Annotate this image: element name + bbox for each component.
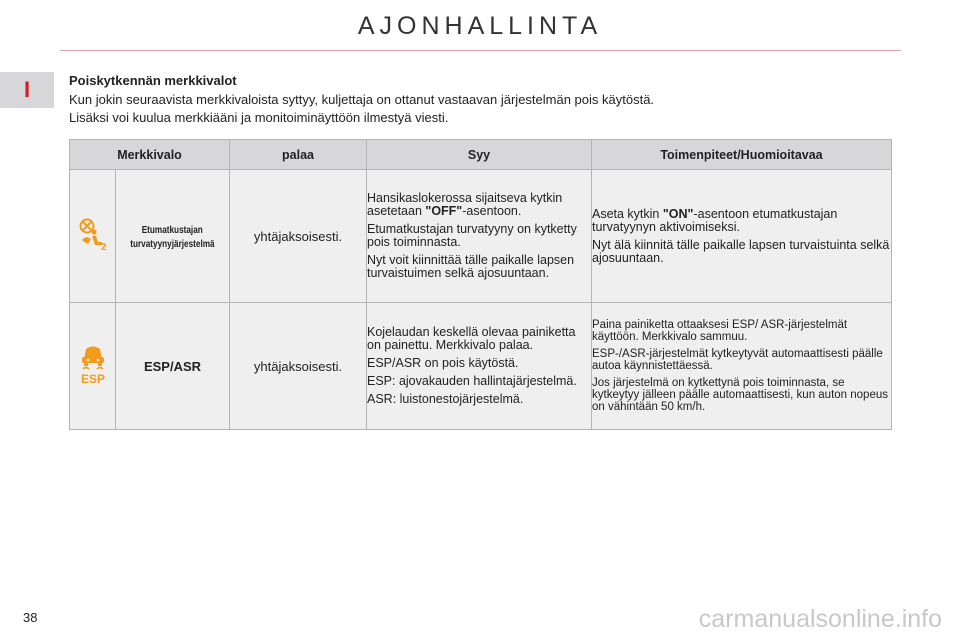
header-palaa: palaa <box>230 140 367 170</box>
page-number: 38 <box>23 610 38 625</box>
action-text: Aseta kytkin <box>592 206 663 221</box>
cause-paragraph: ESP/ASR on pois käytöstä. <box>367 356 519 370</box>
cause-paragraph: ASR: luistonestojärjestelmä. <box>367 392 524 406</box>
title-divider <box>60 50 901 51</box>
intro-line-2: Lisäksi voi kuulua merkkiääni ja monitoiminäyttöön ilmestyä viesti. <box>69 110 449 125</box>
action-paragraph: Nyt älä kiinnitä tälle paikalle lapsen turvaistuinta selkä ajosuuntaan. <box>592 237 890 265</box>
cause-paragraph: ESP: ajovakauden hallintajärjestelmä. <box>367 374 577 388</box>
table-row <box>70 170 892 303</box>
page-title: AJONHALLINTA <box>357 12 603 40</box>
name-line-1: Etumatkustajan <box>141 225 204 236</box>
header-merkkivalo: Merkkivalo <box>70 140 230 170</box>
cause-paragraph: Kojelaudan keskellä olevaa painiketta on painettu. Merkkivalo palaa. <box>367 325 576 352</box>
action-cell <box>592 303 892 430</box>
svg-text:2: 2 <box>100 241 107 252</box>
cause-cell <box>367 170 592 303</box>
state-cell: yhtäjaksoisesti. <box>230 303 367 430</box>
cause-paragraph <box>367 192 591 218</box>
icon-cell <box>70 303 116 430</box>
esp-off-icon <box>78 345 108 385</box>
warning-light-name <box>116 170 230 303</box>
cause-paragraph: Etumatkustajan turvatyyny on kytketty pois toiminnasta. <box>367 222 577 249</box>
cause-text: Hansikaslokerossa sijaitseva kytkin asetetaan <box>367 191 563 218</box>
chapter-tab <box>0 72 54 108</box>
chapter-letter: I <box>23 77 31 102</box>
warning-light-name <box>116 303 230 430</box>
state-cell: yhtäjaksoisesti. <box>230 170 367 303</box>
header-syy: Syy <box>367 140 592 170</box>
esp-icon-label: ESP <box>80 371 105 385</box>
section-heading: Poiskytkennän merkkivalot <box>69 73 237 88</box>
action-paragraph: ESP-/ASR-järjestelmät kytkeytyvät automaattisesti päälle autoa käynnistettäessä. <box>592 348 883 372</box>
intro-line-1: Kun jokin seuraavista merkkivaloista syttyy, kuljettaja on ottanut vastaavan järjestelmän pois käytöstä. <box>69 92 655 107</box>
header-toimenpiteet: Toimenpiteet/Huomioitavaa <box>592 140 892 170</box>
table-row <box>70 303 892 430</box>
name-line-2: turvatyynyjärjestelmä <box>130 239 215 250</box>
action-paragraph <box>592 208 891 234</box>
intro-section <box>69 72 899 127</box>
warning-lights-table <box>69 139 892 430</box>
icon-cell <box>70 170 116 303</box>
action-paragraph: Paina painiketta ottaaksesi ESP/ ASR-järjestelmät käyttöön. Merkkivalo sammuu. <box>592 319 848 343</box>
action-cell <box>592 170 892 303</box>
airbag-off-icon <box>77 218 109 252</box>
cause-keyword: "OFF" <box>425 204 463 218</box>
cause-cell <box>367 303 592 430</box>
cause-text: -asentoon. <box>462 204 522 218</box>
table-header-row <box>70 140 892 170</box>
cause-paragraph: Nyt voit kiinnittää tälle paikalle lapsen turvaistuimen selkä ajosuuntaan. <box>367 253 575 280</box>
action-paragraph: Jos järjestelmä on kytkettynä pois toiminnasta, se kytkeytyy jälleen päälle automaattisesti, kun auton nopeus on vähintään 50 km/h. <box>592 377 888 413</box>
name-label: ESP/ASR <box>143 358 202 374</box>
watermark: carmanualsonline.info <box>698 605 942 633</box>
action-keyword: "ON" <box>662 206 694 221</box>
action-text: -asentoon etumatkustajan turvatyynyn aktivoimiseksi. <box>592 206 838 234</box>
